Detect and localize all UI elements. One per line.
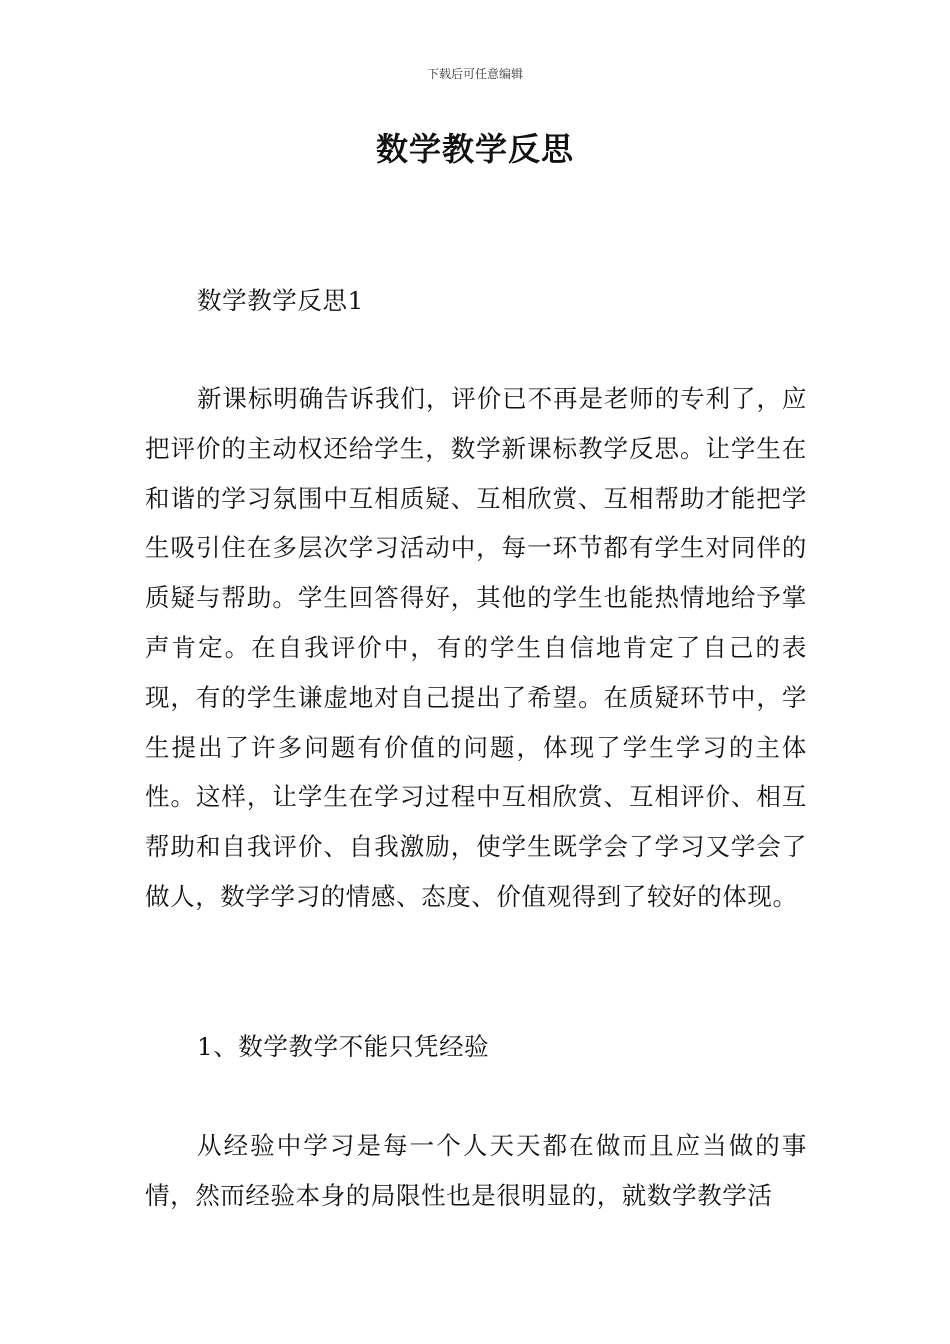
sub-heading: 1、数学教学不能只凭经验 (197, 1032, 490, 1061)
header-note: 下载后可任意编辑 (426, 67, 523, 81)
document-title: 数学教学反思 (375, 130, 574, 168)
paragraph-2: 从经验中学习是每一个人天天都在做而且应当做的事情，然而经验本身的局限性也是很明显的，就数学教学活 (145, 1131, 807, 1210)
paragraph-1: 新课标明确告诉我们，评价已不再是老师的专利了，应把评价的主动权还给学生，数学新课标教学反思。让学生在和谐的学习氛围中互相质疑、互相欣赏、互相帮助才能把学生吸引住在多层次学习活动中，每一环节都有学生对同伴的质疑与帮助。学生回答得好，其他的学生也能热情地给予掌声肯定。在自我评价中，有的学生自信地肯定了自己的表现，有的学生谦虚地对自己提出了希望。在质疑环节中，学生提出了许多问题有价值的问题，体现了学生学习的主体性。这样，让学生在学习过程中互相欣赏、互相评价、相互帮助和自我评价、自我激励，使学生既学会了学习又学会了做人，数学学习的情感、态度、价值观得到了较好的体现。 (145, 384, 807, 911)
section-heading: 数学教学反思1 (197, 286, 364, 315)
